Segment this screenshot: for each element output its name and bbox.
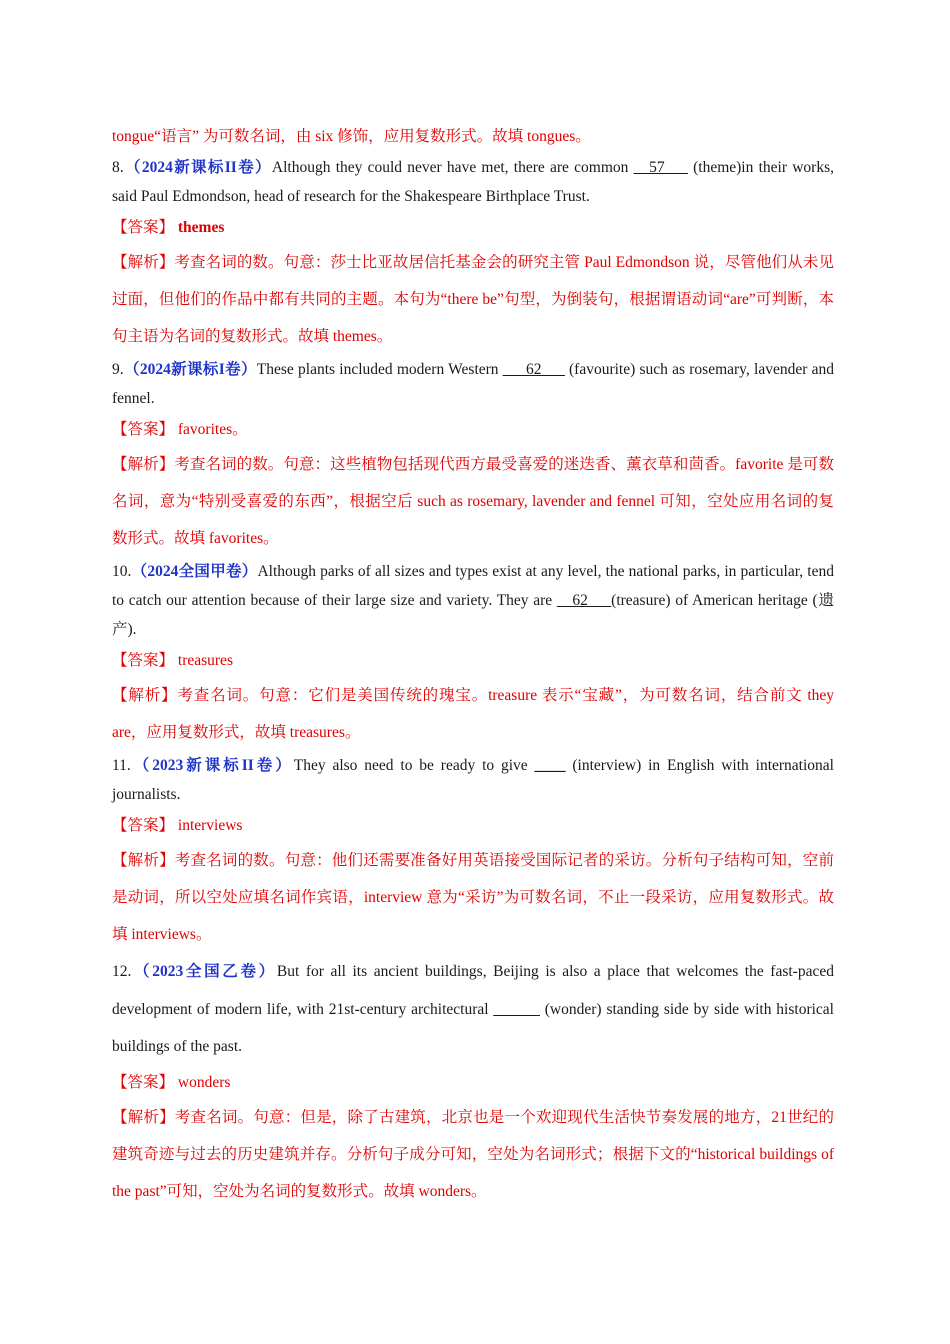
analysis-text: 【解析】考查名词的数。句意：莎士比亚故居信托基金会的研究主管 Paul Edmondson 说，尽管他们从未见过面，但他们的作品中都有共同的主题。本句为“there be”句型，为倒装句，根据谓语动词“are”可判断，本句主语为名词的复数形式。故填 themes。 <box>112 254 834 345</box>
question-source: （2024新课标I卷） <box>123 361 257 378</box>
question-number: 8. <box>112 159 124 176</box>
question-source: （2023新课标II卷） <box>130 757 294 774</box>
previous-analysis-tail: tongue“语言” 为可数名词，由 six 修饰，应用复数形式。故填 tongues。 <box>112 128 591 145</box>
answer-blank: ______ <box>493 1000 540 1018</box>
answer-value: favorites。 <box>177 421 248 438</box>
answer-blank: __57___ <box>633 159 688 176</box>
question-item-8 <box>112 153 834 355</box>
question-stem-after: (favourite) such as rosemary, lavender and fennel. <box>112 361 834 407</box>
question-stem-before: These plants included modern Western <box>256 361 503 378</box>
question-stem-before: They also need to be ready to give <box>293 757 535 774</box>
question-number: 11. <box>112 757 131 774</box>
answer-blank: ____ <box>534 757 566 774</box>
question-stem-after: (theme)in their works, said Paul Edmondson, head of research for the Shakespeare Birthplace Trust. <box>112 159 834 205</box>
question-stem-after: (wonder) standing side by side with historical buildings of the past. <box>112 1000 834 1055</box>
question-text <box>112 751 834 809</box>
question-item-12 <box>112 953 834 1210</box>
question-text <box>112 953 834 1066</box>
question-stem-before: Although parks of all sizes and types exist at any level, the national parks, in particular, tend to catch our attention because of their large size and variety. They are <box>112 563 834 609</box>
answer-label: 【答案】 <box>112 652 175 669</box>
answer-label: 【答案】 <box>112 219 175 236</box>
answer-label: 【答案】 <box>112 1073 175 1091</box>
answer-value: treasures <box>177 652 233 669</box>
answer-line <box>112 211 834 244</box>
answer-line <box>112 809 834 842</box>
analysis-text: 【解析】考查名词的数。句意：这些植物包括现代西方最受喜爱的迷迭香、薰衣草和茴香。favorite 是可数名词，意为“特别受喜爱的东西”，根据空后 such as rosemary, lavender and fennel 可知，空处应用名词的复数形式。故填 favorites。 <box>112 456 834 547</box>
answer-line <box>112 1066 834 1099</box>
answer-label: 【答案】 <box>112 421 175 438</box>
question-stem-before: But for all its ancient buildings, Beijing is also a place that welcomes the fast-paced development of modern life, with 21st-century architectural <box>112 963 834 1018</box>
question-stem-after: (treasure) of American heritage (遗产). <box>112 592 834 638</box>
answer-blank: ___62___ <box>502 361 565 378</box>
question-number: 12. <box>112 963 132 980</box>
question-source: （2023全国乙卷） <box>131 963 277 980</box>
question-text <box>112 355 834 413</box>
answer-blank: __62___ <box>556 592 612 609</box>
question-stem-before: Although they could never have met, there are common <box>271 159 634 176</box>
question-item-11 <box>112 751 834 953</box>
analysis-text: 【解析】考查名词。句意：它们是美国传统的瑰宝。treasure 表示“宝藏”，为可数名词，结合前文 they are，应用复数形式，故填 treasures。 <box>112 687 834 741</box>
question-source: （2024新课标II卷） <box>123 159 272 176</box>
question-text <box>112 153 834 211</box>
question-item-10 <box>112 557 834 751</box>
document-content <box>112 126 834 1210</box>
answer-value: interviews <box>177 817 243 834</box>
question-number: 10. <box>112 563 132 580</box>
question-text <box>112 557 834 644</box>
question-item-9 <box>112 355 834 557</box>
answer-line <box>112 413 834 446</box>
analysis-text: 【解析】考查名词。句意：但是，除了古建筑，北京也是一个欢迎现代生活快节奏发展的地方，21世纪的建筑奇迹与过去的历史建筑并存。分析句子成分可知，空处为名词形式；根据下文的“historical buildings of the past”可知，空处为名词的复数形式。故填 wonders。 <box>112 1108 834 1200</box>
answer-value: themes <box>177 219 225 236</box>
answer-line <box>112 644 834 677</box>
question-source: （2024全国甲卷） <box>131 563 258 580</box>
answer-value: wonders <box>177 1073 231 1091</box>
question-number: 9. <box>112 361 124 378</box>
question-stem-after: (interview) in English with international journalists. <box>112 757 834 803</box>
answer-label: 【答案】 <box>112 817 175 834</box>
analysis-text: 【解析】考查名词的数。句意：他们还需要准备好用英语接受国际记者的采访。分析句子结构可知，空前是动词，所以空处应填名词作宾语，interview 意为“采访”为可数名词，不止一段采访，应用复数形式。故填 interviews。 <box>112 852 834 943</box>
